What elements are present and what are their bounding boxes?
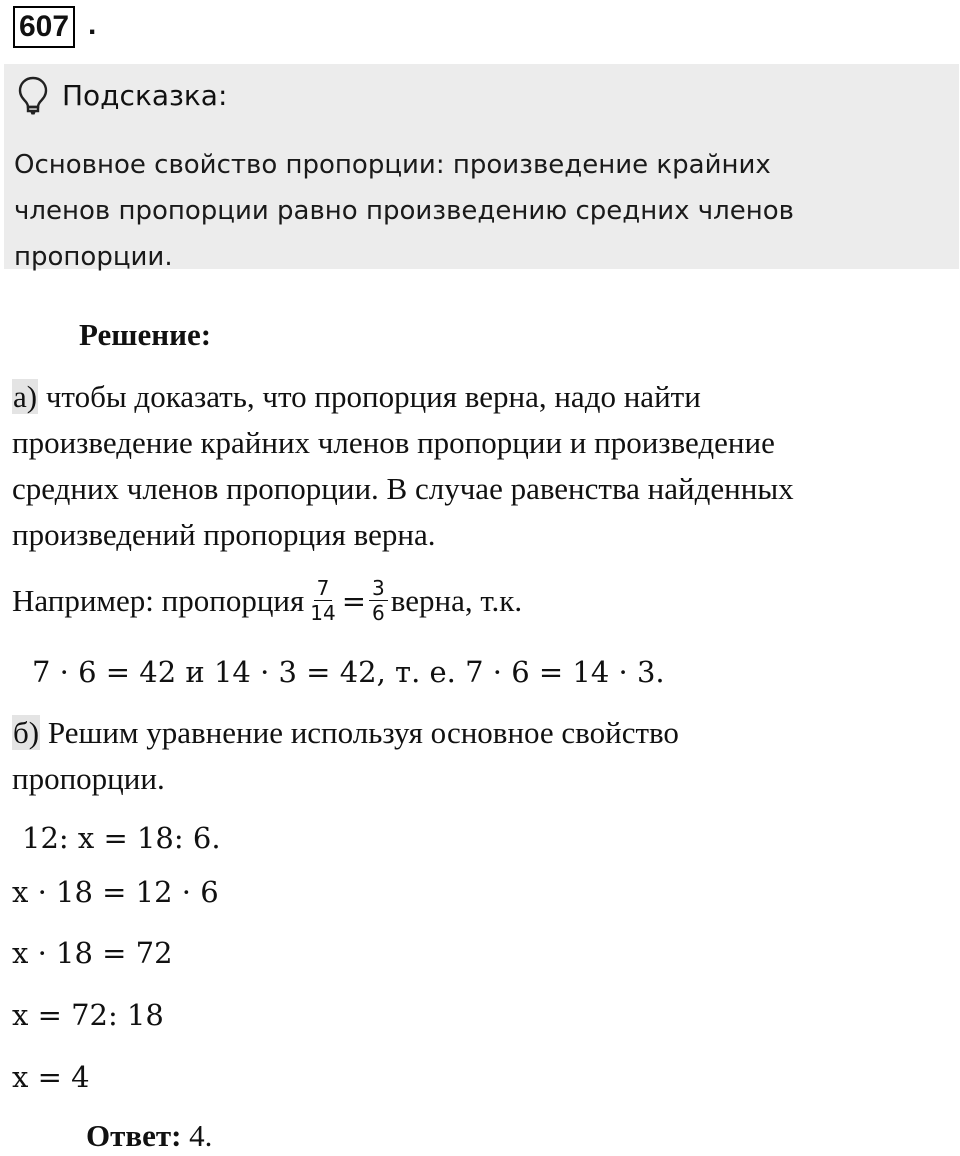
part-a-line: произведение крайних членов пропорции и произведение: [12, 425, 775, 460]
fraction-three-sixths: [369, 576, 388, 625]
lightbulb-icon: [18, 76, 48, 116]
equation-step: 12: x = 18: 6.: [22, 821, 221, 855]
hint-line: Основное свойство пропорции: произведение крайних: [14, 150, 771, 180]
problem-number: 607: [13, 6, 75, 48]
example-line: [12, 576, 522, 625]
answer-line: [86, 1116, 212, 1156]
part-a-paragraph: [12, 374, 794, 558]
problem-number-dot: .: [88, 8, 97, 41]
hint-title: Подсказка:: [62, 79, 228, 112]
part-a-line: средних членов пропорции. В случае равенства найденных: [12, 471, 794, 506]
hint-line: пропорции.: [14, 242, 173, 272]
hint-text: [14, 142, 794, 280]
fraction-denominator: 6: [372, 601, 385, 625]
equation-step: x · 18 = 72: [12, 936, 173, 970]
hint-line: членов пропорции равно произведению средних членов: [14, 196, 794, 226]
fraction-numerator: 3: [369, 576, 388, 601]
part-b-line: б) Решим уравнение используя основное свойство: [13, 715, 679, 750]
equation-step: x = 72: 18: [12, 998, 164, 1032]
part-a-marker: а): [13, 379, 38, 414]
answer-label: Ответ:: [86, 1118, 182, 1153]
example-prefix: Например: пропорция: [12, 582, 305, 618]
equals-sign: =: [341, 583, 367, 618]
part-b-marker: б): [13, 715, 40, 750]
part-b-paragraph: [12, 710, 679, 802]
part-b-line: пропорции.: [12, 761, 165, 796]
answer-value: 4.: [181, 1118, 213, 1153]
fraction-seven-fourteenths: [307, 576, 338, 625]
equation-step: x = 4: [12, 1060, 90, 1094]
part-a-line: произведений пропорция верна.: [12, 517, 436, 552]
equation-step: x · 18 = 12 · 6: [12, 875, 219, 909]
part-a-line: а) чтобы доказать, что пропорция верна, надо найти: [13, 379, 701, 414]
fraction-numerator: 7: [314, 576, 333, 601]
part-a-calculation: 7 · 6 = 42 и 14 · 3 = 42, т. е. 7 · 6 = 14 · 3.: [32, 655, 665, 689]
example-suffix: верна, т.к.: [390, 582, 523, 618]
fraction-denominator: 14: [310, 601, 336, 625]
hint-header: [18, 76, 227, 116]
hint-box: [4, 64, 959, 272]
solution-title: Решение:: [79, 317, 212, 352]
